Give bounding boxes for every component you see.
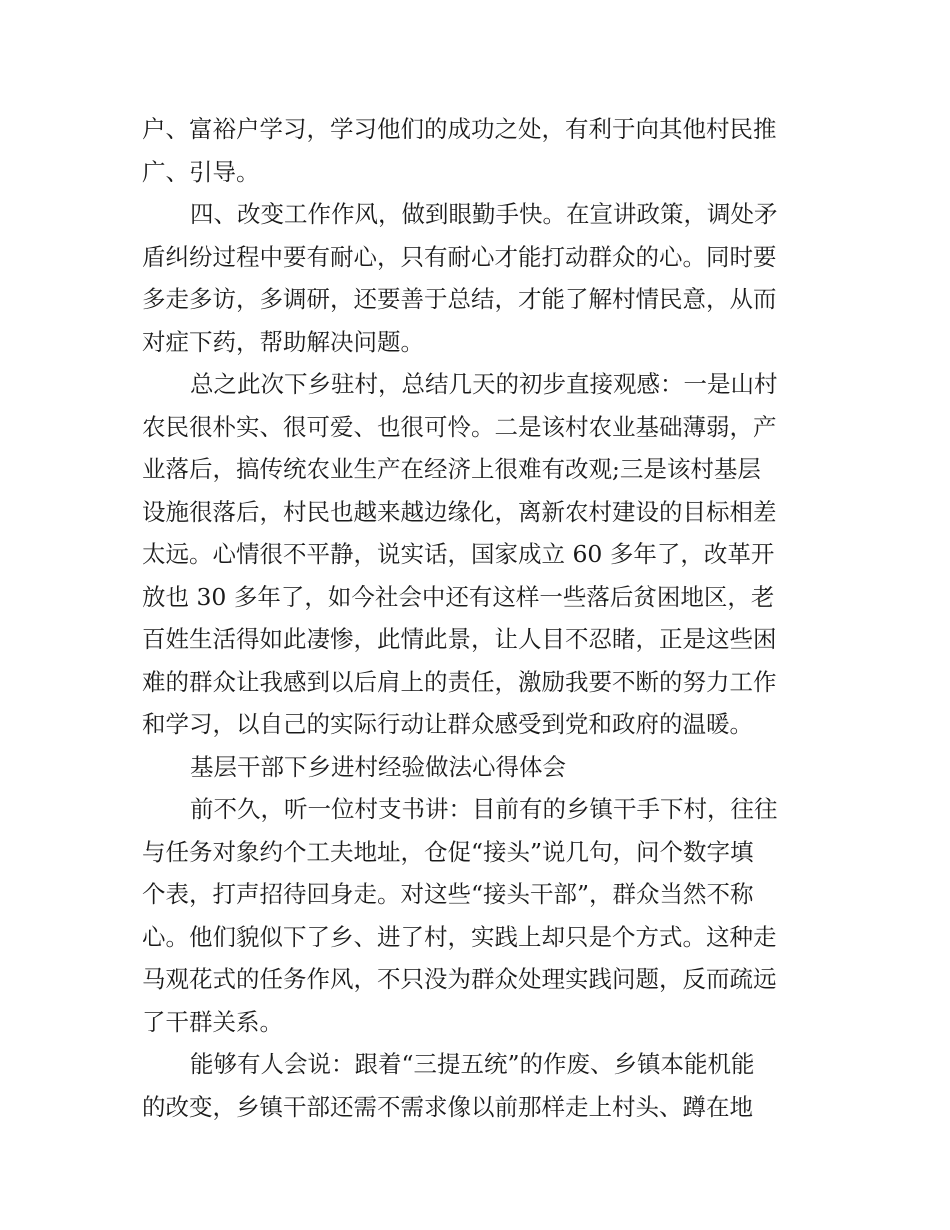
document-body (142, 108, 822, 1128)
text-line: 户、富裕户学习，学习他们的成功之处，有利于向其他村民推 (142, 115, 777, 143)
text-line: 和学习，以自己的实际行动让群众感受到党和政府的温暖。 (142, 710, 753, 738)
text-line: 马观花式的任务作风，不只没为群众处理实践问题，反而疏远 (142, 965, 777, 993)
text-line: 百姓生活得如此凄惨，此情此景，让人目不忍睹，正是这些困 (142, 625, 777, 653)
text-line: 设施很落后，村民也越来越边缘化，离新农村建设的目标相差 (142, 497, 777, 526)
text-line: 对症下药，帮助解决问题。 (142, 327, 424, 356)
text-line: 心。他们貌似下了乡、进了村，实践上却只是个方式。这种走 (142, 922, 777, 951)
paragraph-first-line: 四、改变工作作风，做到眼勤手快。在宣讲政策，调处矛 (190, 200, 778, 228)
text-line: 个表，打声招待回身走。对这些“接头干部”，群众当然不称 (142, 880, 754, 908)
text-line: 多走多访，多调研，还要善于总结，才能了解村情民意，从而 (142, 285, 777, 313)
text-line: 盾纠纷过程中要有耐心，只有耐心才能打动群众的心。同时要 (142, 242, 777, 271)
text-line: 太远。心情很不平静，说实话，国家成立 60 多年了，改革开 (142, 540, 775, 568)
paragraph-first-line: 基层干部下乡进村经验做法心得体会 (190, 752, 566, 781)
text-line: 放也 30 多年了，如今社会中还有这样一些落后贫困地区，老 (142, 582, 775, 611)
text-line: 难的群众让我感到以后肩上的责任，激励我要不断的努力工作 (142, 667, 777, 696)
text-line: 农民很朴实、很可爱、也很可怜。二是该村农业基础薄弱，产 (142, 412, 777, 441)
text-line: 的改变，乡镇干部还需不需求像以前那样走上村头、蹲在地 (142, 1092, 753, 1121)
text-line: 了干群关系。 (142, 1007, 283, 1036)
text-line: 业落后，搞传统农业生产在经济上很难有改观;三是该村基层 (142, 455, 761, 483)
paragraph-first-line: 能够有人会说：跟着“三提五统”的作废、乡镇本能机能 (190, 1050, 755, 1078)
text-line: 与任务对象约个工夫地址，仓促“接头”说几句，问个数字填 (142, 837, 754, 866)
paragraph-first-line: 总之此次下乡驻村，总结几天的初步直接观感：一是山村 (190, 370, 778, 398)
paragraph-first-line: 前不久，听一位村支书讲：目前有的乡镇干手下村，往往 (190, 795, 778, 823)
text-line: 广、引导。 (142, 157, 260, 186)
